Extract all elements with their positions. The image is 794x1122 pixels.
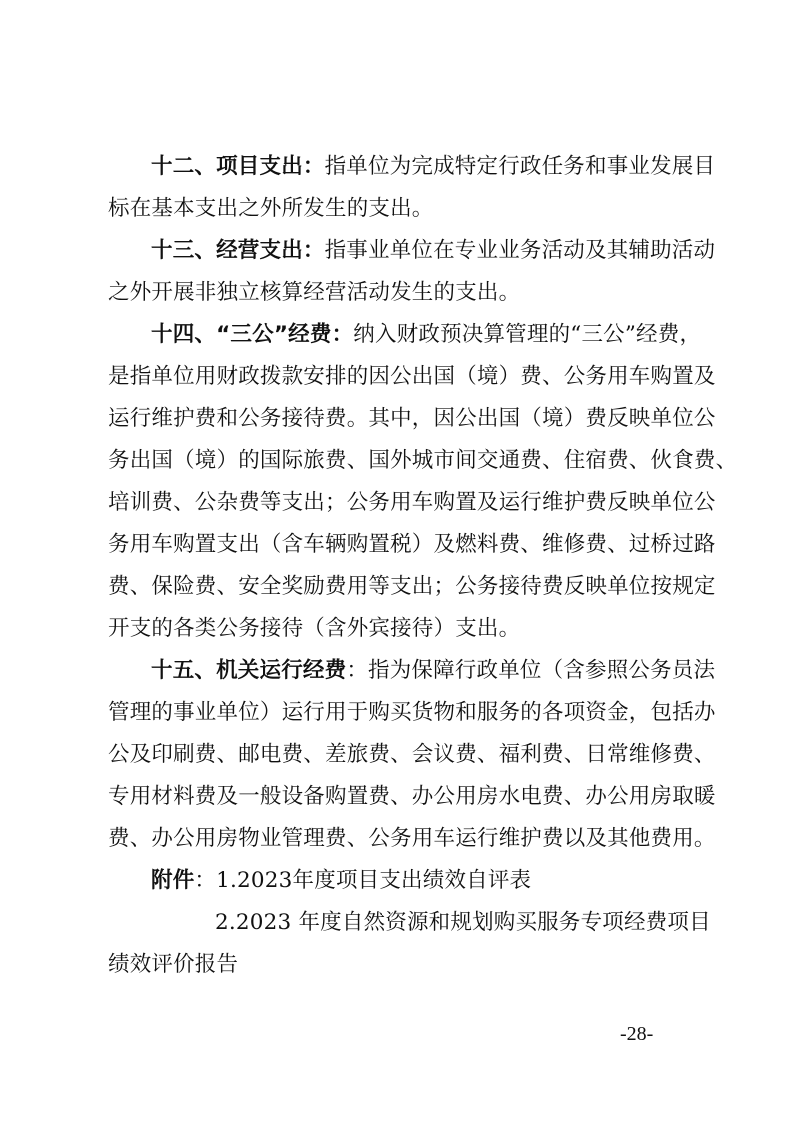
section-14-line-1 bbox=[151, 320, 751, 350]
section-12-line-2: 标在基本支出之外所发生的支出。 bbox=[108, 196, 434, 221]
section-15-colon: ： bbox=[346, 658, 369, 683]
section-15-line-2: 管理的事业单位）运行用于购买货物和服务的各项资金，包括办 bbox=[108, 700, 716, 725]
section-15-text-1: 指为保障行政单位（含参照公务员法 bbox=[368, 658, 716, 683]
section-14-line-4: 务出国（境）的国际旅费、国外城市间交通费、住宿费、伙食费、 bbox=[108, 448, 738, 473]
section-15-line-1 bbox=[151, 656, 751, 686]
section-12-text-1: 指单位为完成特定行政任务和事业发展目 bbox=[324, 154, 716, 179]
section-12-line-1 bbox=[151, 152, 751, 182]
attachments-line-1 bbox=[151, 866, 751, 896]
section-14-line-3: 运行维护费和公务接待费。其中，因公出国（境）费反映单位公 bbox=[108, 406, 716, 431]
section-15-line-3: 公及印刷费、邮电费、差旅费、会议费、福利费、日常维修费、 bbox=[108, 742, 716, 767]
section-14-term: 十四、“三公”经费 bbox=[151, 322, 332, 347]
section-15-line-4: 专用材料费及一般设备购置费、办公用房水电费、办公用房取暖 bbox=[108, 784, 716, 809]
section-14-line-2: 是指单位用财政拨款安排的因公出国（境）费、公务用车购置及 bbox=[108, 364, 716, 389]
section-14-line-5: 培训费、公杂费等支出；公务用车购置及运行维护费反映单位公 bbox=[108, 490, 716, 515]
section-14-line-6: 务用车购置支出（含车辆购置税）及燃料费、维修费、过桥过路 bbox=[108, 532, 716, 557]
section-12-term: 十二、项目支出 bbox=[151, 154, 303, 179]
section-12-colon: ： bbox=[302, 154, 325, 179]
attachments-label: 附件 bbox=[151, 868, 195, 893]
section-13-text-1: 指事业单位在专业业务活动及其辅助活动 bbox=[324, 238, 716, 263]
section-13-term: 十三、经营支出 bbox=[151, 238, 303, 263]
section-15-term: 十五、机关运行经费 bbox=[151, 658, 347, 683]
page-number: -28- bbox=[620, 1023, 654, 1045]
attachment-item-2-line-2: 绩效评价报告 bbox=[108, 952, 239, 977]
section-13-colon: ： bbox=[302, 238, 325, 263]
attachments-colon: ： bbox=[194, 868, 217, 893]
attachment-item-2-line-1: 2.2023 年度自然资源和规划购买服务专项经费项目 bbox=[215, 910, 711, 935]
section-15-line-5: 费、办公用房物业管理费、公务用车运行维护费以及其他费用。 bbox=[108, 826, 716, 851]
section-14-colon: ： bbox=[331, 322, 354, 347]
section-14-text-1: 纳入财政预决算管理的“三公”经费， bbox=[353, 322, 702, 347]
section-14-line-7: 费、保险费、安全奖励费用等支出；公务接待费反映单位按规定 bbox=[108, 574, 716, 599]
section-13-line-1 bbox=[151, 236, 751, 266]
section-14-line-8: 开支的各类公务接待（含外宾接待）支出。 bbox=[108, 616, 521, 641]
attachment-item-1: 1.2023年度项目支出绩效自评表 bbox=[216, 868, 532, 893]
section-13-line-2: 之外开展非独立核算经营活动发生的支出。 bbox=[108, 280, 521, 305]
